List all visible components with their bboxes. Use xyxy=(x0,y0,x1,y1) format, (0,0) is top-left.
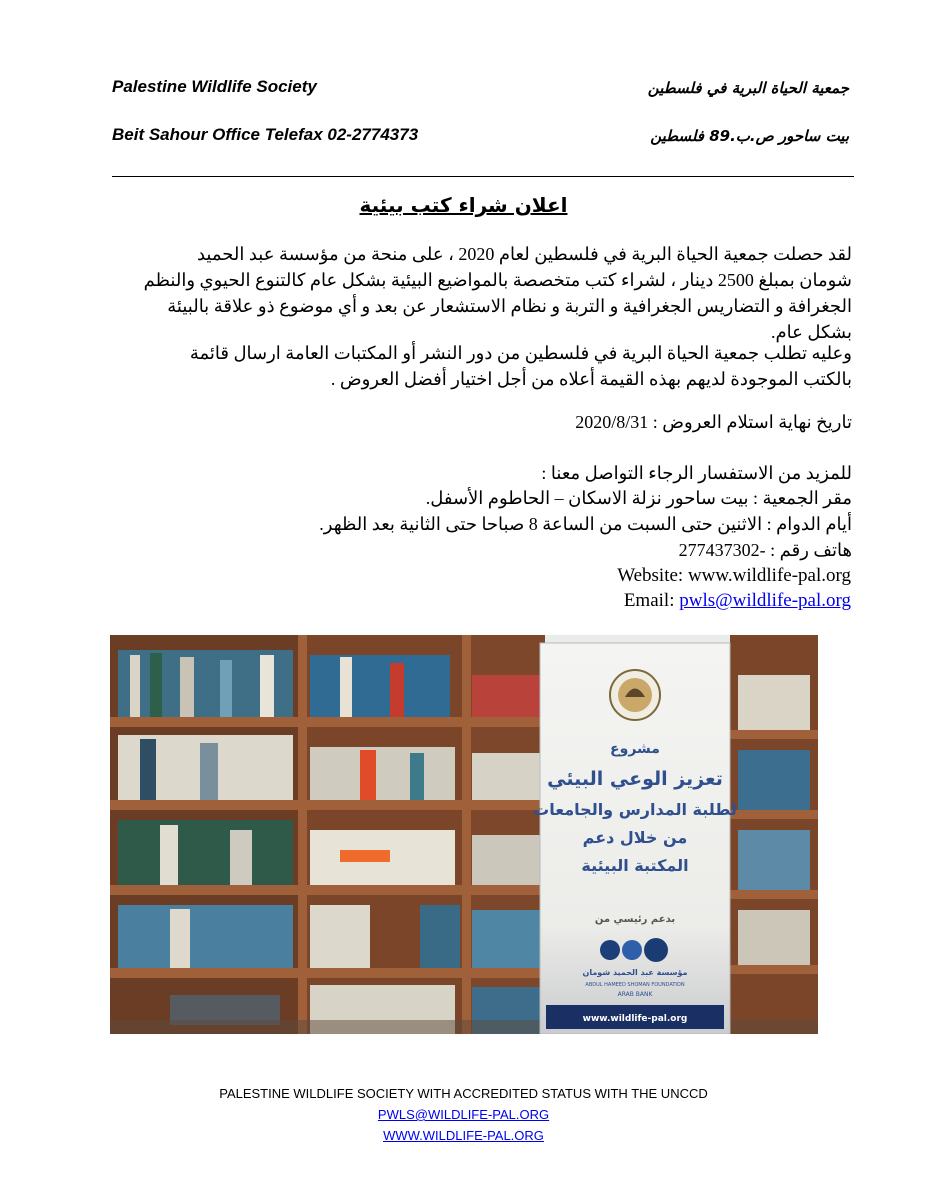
footer-email-link[interactable] xyxy=(0,1107,927,1122)
contact-hours: أيام الدوام : الاثنين حتى السبت من الساعة 8 صباحا حتى الثانية بعد الظهر. xyxy=(319,514,852,534)
org-name-ar: جمعية الحياة البرية في فلسطين xyxy=(647,79,849,97)
sponsor-name-ar: مؤسسة عبد الحميد شومان xyxy=(582,968,688,977)
footer-website-text[interactable]: WWW.WILDLIFE-PAL.ORG xyxy=(383,1128,544,1143)
library-photo xyxy=(110,635,818,1034)
banner-support-label: بدعم رئيسي من xyxy=(594,914,676,925)
request-paragraph: وعليه تطلب جمعية الحياة البرية في فلسطين من دور النشر أو المكتبات العامة ارسال قائمة بالكتب الموجودة لديهم بهذه القيمة أعلاه من أجل اختيار أفضل العروض . xyxy=(189,343,852,389)
deadline: تاريخ نهاية استلام العروض : 2020/8/31 xyxy=(575,412,852,432)
contact-email-row xyxy=(0,590,851,612)
banner-line-2: تعزيز الوعي البيئي xyxy=(547,768,723,790)
grant-paragraph: لقد حصلت جمعية الحياة البرية في فلسطين لعام 2020 ، على منحة من مؤسسة عبد الحميد شومان بمبلغ 2500 دينار ، لشراء كتب متخصصة بالمواضيع البيئية بشكل عام كالتنوع الحيوي والنظم الجغرافة و التضاريس الجغرافية و التربة و نظام الاستشعار عن بعد و أي موضوع ذو علاقة بالبيئة بشكل عام. xyxy=(143,244,852,342)
announcement-title xyxy=(0,193,927,217)
banner-line-5: المكتبة البيئية xyxy=(581,856,689,875)
banner-line-4: من خلال دعم xyxy=(582,828,688,847)
email-link[interactable]: pwls@wildlife-pal.org xyxy=(679,590,851,611)
footer-website-link[interactable] xyxy=(0,1128,927,1143)
header-divider xyxy=(112,176,854,177)
office-info-ar: بيت ساحور ص.ب.89 فلسطين xyxy=(650,127,849,145)
banner-line-3: لطلبة المدارس والجامعات xyxy=(533,800,737,819)
contact-address: مقر الجمعية : بيت ساحور نزلة الاسكان – الحاطوم الأسفل. xyxy=(425,488,852,508)
contact-intro: للمزيد من الاستفسار الرجاء التواصل معنا : xyxy=(541,463,852,483)
bank-label: ARAB BANK xyxy=(617,991,653,998)
banner-line-1: مشروع xyxy=(610,741,660,757)
office-info-en: Beit Sahour Office Telefax 02-2774373 xyxy=(112,125,419,144)
org-name-en: Palestine Wildlife Society xyxy=(112,77,317,96)
email-label: Email: xyxy=(623,590,680,611)
sponsor-name-en: ABDUL HAMEED SHOMAN FOUNDATION xyxy=(585,982,685,988)
contact-website: Website: www.wildlife-pal.org xyxy=(617,565,851,586)
footer-accreditation: PALESTINE WILDLIFE SOCIETY WITH ACCREDITED STATUS WITH THE UNCCD xyxy=(219,1086,708,1101)
footer-email-text[interactable]: PWLS@WILDLIFE-PAL.ORG xyxy=(377,1107,550,1122)
banner-url: www.wildlife-pal.org xyxy=(582,1014,688,1024)
announcement-title-text: اعلان شراء كتب بيئية xyxy=(359,193,568,217)
contact-phone: هاتف رقم : -277437302 xyxy=(678,540,852,560)
